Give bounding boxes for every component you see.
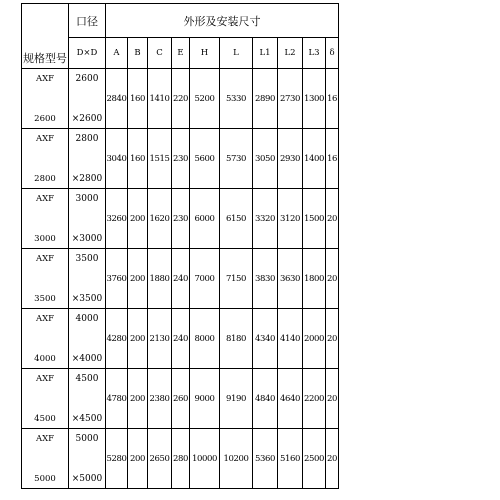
model-number: 5000: [34, 473, 56, 484]
dimension-cell: 5160: [278, 429, 303, 489]
col-header: [172, 38, 190, 69]
dimension-cell: 3760: [106, 249, 128, 309]
port-height: ×5000: [71, 473, 103, 484]
port-cell: [69, 429, 106, 489]
port-subheader-label: D×D: [76, 48, 98, 58]
dimension-cell: 1300: [303, 69, 326, 129]
col-header: [128, 38, 148, 69]
dimension-cell: 4140: [278, 309, 303, 369]
col-header: [326, 38, 339, 69]
model-header-label: 规格型号: [23, 52, 67, 65]
table-row: [22, 429, 339, 489]
spec-table: [21, 3, 339, 489]
port-height: ×3500: [71, 293, 103, 304]
dimension-cell: 2000: [303, 309, 326, 369]
dimension-cell: 4640: [278, 369, 303, 429]
model-prefix: AXF: [35, 373, 55, 384]
model-prefix: AXF: [35, 253, 55, 264]
port-width: 2600: [75, 73, 99, 84]
dimension-cell: 9000: [190, 369, 220, 429]
port-cell: [69, 369, 106, 429]
dimension-cell: 6000: [190, 189, 220, 249]
dimension-cell: 240: [172, 309, 190, 369]
dimension-cell: 220: [172, 69, 190, 129]
dimension-cell: 3830: [253, 249, 278, 309]
col-header-label: L: [233, 48, 239, 58]
col-header-label: C: [156, 48, 163, 58]
dimension-cell: 1410: [148, 69, 172, 129]
dimension-cell: 2500: [303, 429, 326, 489]
dimension-cell: 3260: [106, 189, 128, 249]
dimension-cell: 200: [128, 249, 148, 309]
dimension-cell: 3040: [106, 129, 128, 189]
port-width: 5000: [75, 433, 99, 444]
dimension-cell: 5730: [220, 129, 253, 189]
col-header-label: E: [177, 48, 184, 58]
port-cell: [69, 309, 106, 369]
dimension-cell: 16: [326, 129, 339, 189]
port-height: ×4000: [71, 353, 103, 364]
model-cell: [22, 249, 69, 309]
model-number: 2600: [34, 113, 56, 124]
col-header-label: A: [113, 48, 120, 58]
port-cell: [69, 189, 106, 249]
header-row-2: [22, 38, 339, 69]
dimension-cell: 7150: [220, 249, 253, 309]
dimension-cell: 6150: [220, 189, 253, 249]
dimension-cell: 230: [172, 189, 190, 249]
port-height: ×2600: [71, 113, 103, 124]
dims-header: [106, 4, 339, 38]
model-number: 3500: [34, 293, 56, 304]
col-header: [148, 38, 172, 69]
model-cell: [22, 69, 69, 129]
dimension-cell: 7000: [190, 249, 220, 309]
dimension-cell: 230: [172, 129, 190, 189]
port-width: 3000: [75, 193, 99, 204]
model-number: 4000: [34, 353, 56, 364]
port-width: 4500: [75, 373, 99, 384]
dimension-cell: 1500: [303, 189, 326, 249]
dimension-cell: 20: [326, 369, 339, 429]
model-header: [22, 4, 69, 69]
dimension-cell: 3630: [278, 249, 303, 309]
port-height: ×2800: [71, 173, 103, 184]
model-prefix: AXF: [35, 73, 55, 84]
dimension-cell: 3050: [253, 129, 278, 189]
port-width: 3500: [75, 253, 99, 264]
dimension-cell: 1515: [148, 129, 172, 189]
dimension-cell: 3320: [253, 189, 278, 249]
dimension-cell: 9190: [220, 369, 253, 429]
dimension-cell: 2890: [253, 69, 278, 129]
model-number: 3000: [34, 233, 56, 244]
dimension-cell: 20: [326, 429, 339, 489]
port-width: 2800: [75, 133, 99, 144]
col-header: [220, 38, 253, 69]
model-cell: [22, 189, 69, 249]
dimension-cell: 5360: [253, 429, 278, 489]
col-header-label: B: [134, 48, 141, 58]
dimension-cell: 200: [128, 369, 148, 429]
model-prefix: AXF: [35, 133, 55, 144]
model-prefix: AXF: [35, 433, 55, 444]
port-header-label: 口径: [76, 14, 98, 28]
dimension-cell: 5600: [190, 129, 220, 189]
dimension-cell: 1400: [303, 129, 326, 189]
port-cell: [69, 69, 106, 129]
dimension-cell: 1800: [303, 249, 326, 309]
dimension-cell: 16: [326, 69, 339, 129]
dimension-cell: 2650: [148, 429, 172, 489]
port-header: [69, 4, 106, 38]
dimension-cell: 3120: [278, 189, 303, 249]
port-width: 4000: [75, 313, 99, 324]
model-cell: [22, 429, 69, 489]
header-row-1: [22, 4, 339, 38]
dimension-cell: 200: [128, 189, 148, 249]
dimension-cell: 2200: [303, 369, 326, 429]
dimension-cell: 5280: [106, 429, 128, 489]
dimension-cell: 200: [128, 309, 148, 369]
dimension-cell: 240: [172, 249, 190, 309]
dimension-cell: 200: [128, 429, 148, 489]
col-header: [190, 38, 220, 69]
dimension-cell: 2130: [148, 309, 172, 369]
col-header-label: H: [200, 48, 209, 58]
dimension-cell: 8000: [190, 309, 220, 369]
table-row: [22, 69, 339, 129]
model-number: 2800: [34, 173, 56, 184]
dimension-cell: 4840: [253, 369, 278, 429]
col-header-label: L3: [308, 48, 320, 58]
dimension-cell: 4780: [106, 369, 128, 429]
dimension-cell: 1880: [148, 249, 172, 309]
dimension-cell: 5330: [220, 69, 253, 129]
dimension-cell: 260: [172, 369, 190, 429]
col-header: [106, 38, 128, 69]
port-height: ×4500: [71, 413, 103, 424]
dimension-cell: 4280: [106, 309, 128, 369]
port-cell: [69, 129, 106, 189]
model-cell: [22, 129, 69, 189]
col-header: [253, 38, 278, 69]
table-row: [22, 249, 339, 309]
dimension-cell: 2840: [106, 69, 128, 129]
col-header: [303, 38, 326, 69]
dimension-cell: 10200: [220, 429, 253, 489]
model-cell: [22, 369, 69, 429]
dimension-cell: 160: [128, 69, 148, 129]
col-header-label: δ: [329, 48, 335, 58]
dimension-cell: 1620: [148, 189, 172, 249]
dimension-cell: 4340: [253, 309, 278, 369]
model-prefix: AXF: [35, 193, 55, 204]
model-number: 4500: [34, 413, 56, 424]
dimension-cell: 160: [128, 129, 148, 189]
table-row: [22, 369, 339, 429]
col-header-label: L1: [259, 48, 271, 58]
dims-header-label: 外形及安装尺寸: [183, 14, 261, 28]
dimension-cell: 10000: [190, 429, 220, 489]
model-prefix: AXF: [35, 313, 55, 324]
model-cell: [22, 309, 69, 369]
table-row: [22, 309, 339, 369]
dimension-cell: 20: [326, 189, 339, 249]
table-row: [22, 189, 339, 249]
port-height: ×3000: [71, 233, 103, 244]
dimension-cell: 20: [326, 309, 339, 369]
col-header: [278, 38, 303, 69]
dimension-cell: 280: [172, 429, 190, 489]
spec-table-container: [21, 3, 339, 489]
dimension-cell: 5200: [190, 69, 220, 129]
dimension-cell: 20: [326, 249, 339, 309]
dimension-cell: 2380: [148, 369, 172, 429]
col-header-label: L2: [284, 48, 296, 58]
dimension-cell: 2730: [278, 69, 303, 129]
port-cell: [69, 249, 106, 309]
dimension-cell: 2930: [278, 129, 303, 189]
dimension-cell: 8180: [220, 309, 253, 369]
port-subheader: [69, 38, 106, 69]
table-row: [22, 129, 339, 189]
